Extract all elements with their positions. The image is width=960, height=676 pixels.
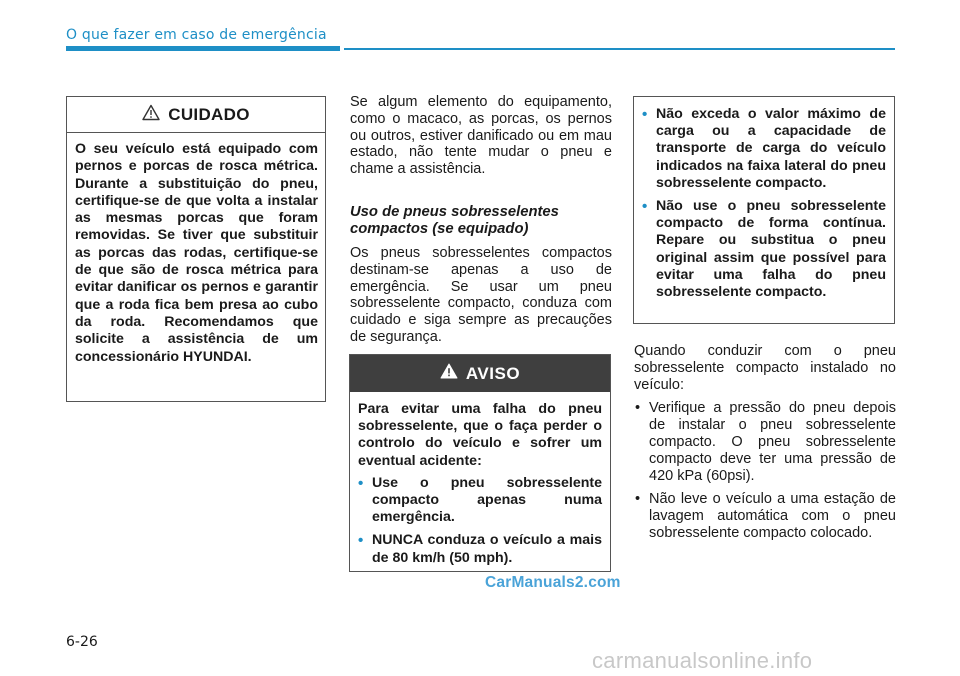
- warning-triangle-outline-icon: [142, 104, 160, 126]
- caution-box: [66, 96, 326, 402]
- bullet-icon: •: [358, 474, 364, 492]
- watermark-link[interactable]: CarManuals2.com: [485, 574, 621, 591]
- bullet-icon: •: [358, 532, 364, 550]
- driving-bullet-text: Não leve o veículo a uma estação de lavagem automática com o pneu sobresselente compacto colocado.: [649, 491, 896, 541]
- warning-bullet-text: Use o pneu sobresselente compacto apenas numa emergência.: [372, 474, 602, 526]
- bullet-icon: •: [642, 198, 648, 216]
- compact-spare-paragraph: Os pneus sobresselentes compactos destinam-se apenas a uso de emergência. Se usar um pneu sobresselente compacto, conduza com cuidado e siga sempre as precauções de segurança.: [350, 244, 612, 345]
- header-rule-thick: [66, 46, 340, 51]
- driving-intro-paragraph: Quando conduzir com o pneu sobresselente compacto instalado no veículo:: [634, 343, 896, 393]
- note-bullet: [642, 198, 886, 301]
- site-watermark: carmanualsonline.info: [592, 648, 813, 673]
- warning-triangle-filled-icon: [440, 363, 458, 384]
- driving-bullet: [634, 491, 896, 541]
- warning-intro: Para evitar uma falha do pneu sobresselente, que o faça perder o controlo do veículo e sofrer um eventual acidente:: [358, 401, 602, 469]
- warning-box: [349, 354, 611, 572]
- equipment-paragraph: Se algum elemento do equipamento, como o macaco, as porcas, os pernos ou outros, estiver danificado ou em mau estado, não tente mudar o pneu e chame a assistência.: [350, 94, 612, 178]
- bullet-icon: •: [642, 106, 648, 123]
- right-column-text: [634, 343, 896, 542]
- warning-bullet-text: NUNCA conduza o veículo a mais de 80 km/h (50 mph).: [372, 532, 602, 566]
- caution-header: [67, 97, 325, 133]
- page-number: 6-26: [66, 634, 98, 650]
- bullet-icon: •: [635, 400, 641, 417]
- load-capacity-note-box: [633, 96, 895, 324]
- caution-title: CUIDADO: [168, 104, 250, 124]
- warning-title: AVISO: [465, 363, 521, 383]
- section-header-title: O que fazer em caso de emergência: [66, 27, 327, 43]
- warning-body: [350, 392, 610, 567]
- driving-bullet-text: Verifique a pressão do pneu depois de instalar o pneu sobresselente compacto. O pneu sobresselente compacto deve ter uma pressão de 420 kPa (60psi).: [649, 400, 896, 484]
- driving-bullet: [634, 400, 896, 484]
- note-bullet: [642, 106, 886, 192]
- header-rule-thin: [344, 48, 895, 50]
- note-bullet-text: Não use o pneu sobresselente compacto de forma contínua. Repare ou substitua o pneu original assim que possível para evitar uma falha do pneu sobresselente compacto.: [656, 198, 886, 301]
- middle-column: [350, 94, 612, 346]
- note-bullet-text: Não exceda o valor máximo de carga ou a capacidade de transporte de carga do veículo indicados na faixa lateral do pneu sobresselente compacto.: [656, 106, 886, 191]
- warning-bullet: [358, 475, 602, 527]
- section-subheading: Uso de pneus sobresselentes compactos (se equipado): [350, 203, 559, 237]
- warning-header: [350, 355, 610, 392]
- warning-bullet: [358, 532, 602, 566]
- bullet-icon: •: [635, 491, 641, 508]
- caution-text: O seu veículo está equipado com pernos e porcas de rosca métrica. Durante a substituição do pneu, certifique-se de que volta a instalar as mesmas porcas que foram removidas. Se tiver que substituir as porcas das rodas, certifique-se de que são de rosca métrica para evitar danificar os pernos e garantir que a roda fica bem presa ao cubo da roda. Recomendamos que solicite a assistência de um concessionário HYUNDAI.: [75, 141, 318, 365]
